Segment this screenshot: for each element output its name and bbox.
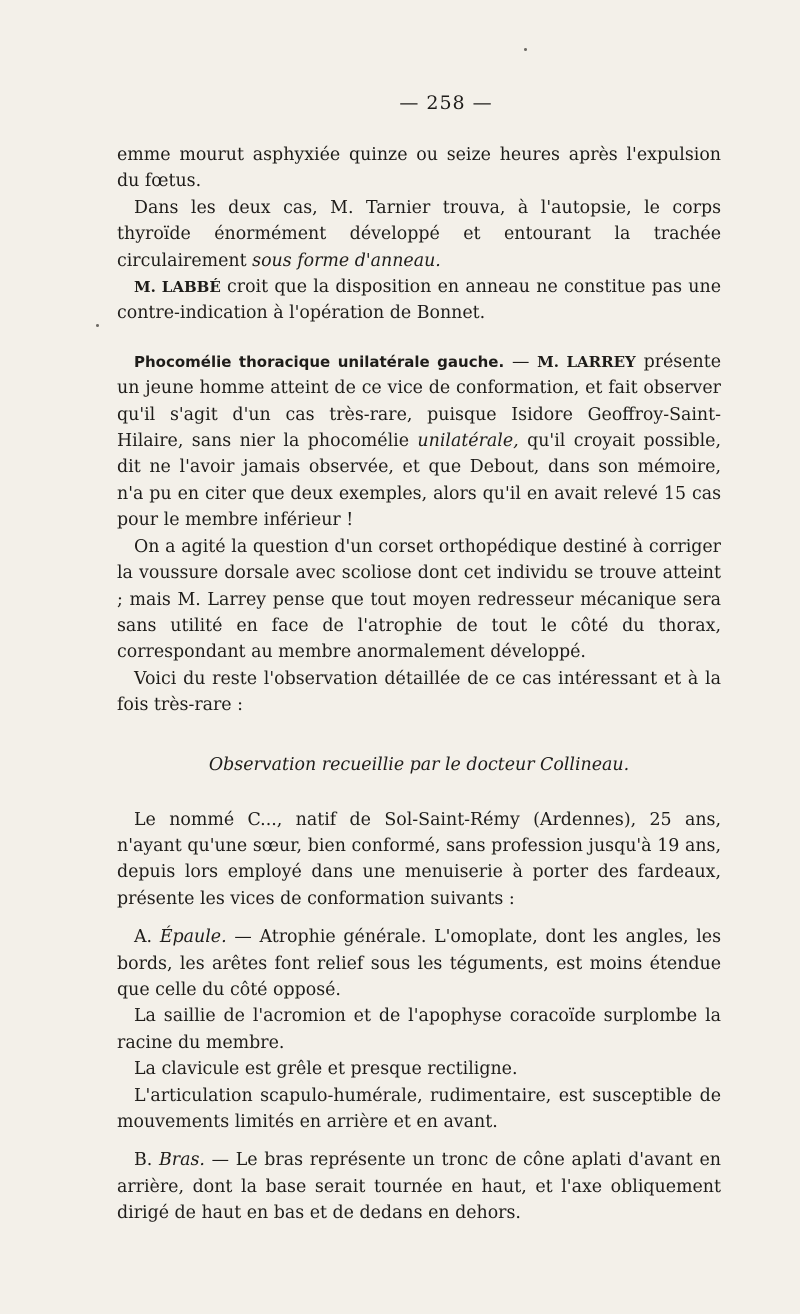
paragraph-10: La clavicule est grêle et presque rectiligne.: [134, 1059, 518, 1080]
section-heading: Phocomélie thoracique unilatérale gauche.: [134, 352, 505, 371]
paragraph-8: A. Épaule. — Atrophie générale. L'omoplate, dont les angles, les bords, les arêtes font relief sous les téguments, est moins étendue que celle du côté opposé.: [117, 927, 721, 1000]
observation-title: Observation recueillie par le docteur Collineau.: [208, 754, 630, 775]
author-name-labbe: M. LABBÉ: [134, 278, 221, 297]
paper-speck: [96, 324, 99, 327]
paragraph-9: La saillie de l'acromion et de l'apophyse coracoïde surplombe la racine du membre.: [117, 1006, 721, 1053]
paragraph-5: On a agité la question d'un corset orthopédique destiné à corriger la voussure dorsale avec scoliose dont cet individu se trouve atteint ; mais M. Larrey pense que tout moyen redresseur mécanique sera sans utilité en face de l'atrophie de tout le côté du thorax, correspondant au membre anormalement développé.: [117, 536, 721, 663]
paragraph-4: Phocomélie thoracique unilatérale gauche. — M. LARREY présente un jeune homme atteint de ce vice de conformation, et fait observer qu'il s'agit d'un cas très-rare, puisque Isidore Geoffroy-Saint-Hilaire, sans nier la phocomélie unilatérale, qu'il croyait possible, dit ne l'avoir jamais observée, et que Debout, dans son mémoire, n'a pu en citer que deux exemples, alors qu'il en avait relevé 15 cas pour le membre inférieur !: [117, 351, 722, 531]
author-name-larrey: M. LARREY: [537, 352, 636, 371]
paragraph-11: L'articulation scapulo-humérale, rudimentaire, est susceptible de mouvements limités en arrière et en avant.: [117, 1085, 721, 1132]
paragraph-6: Voici du reste l'observation détaillée de ce cas intéressant et à la fois très-rare :: [117, 668, 721, 716]
page-number: — 258 —: [399, 92, 493, 114]
paragraph-12: B. Bras. — Le bras représente un tronc de cône aplati d'avant en arrière, dont la base serait tournée en haut, et l'axe obliquement dirigé de haut en bas et de dedans en dehors.: [117, 1150, 721, 1224]
paragraph-3: M. LABBÉ croit que la disposition en anneau ne constitue pas une contre-indication à l'opération de Bonnet.: [117, 277, 721, 324]
paper-speck: [524, 48, 527, 51]
paragraph-1: emme mourut asphyxiée quinze ou seize heures après l'expulsion du fœtus.: [117, 145, 721, 192]
paragraph-2: Dans les deux cas, M. Tarnier trouva, à l'autopsie, le corps thyroïde énormément développé et entourant la trachée circulairement sous forme d'anneau.: [117, 197, 721, 271]
paragraph-7: Le nommé C..., natif de Sol-Saint-Rémy (Ardennes), 25 ans, n'ayant qu'une sœur, bien conformé, sans profession jusqu'à 19 ans, depuis lors employé dans une menuiserie à porter des fardeaux, présente les vices de conformation suivants :: [117, 809, 721, 909]
